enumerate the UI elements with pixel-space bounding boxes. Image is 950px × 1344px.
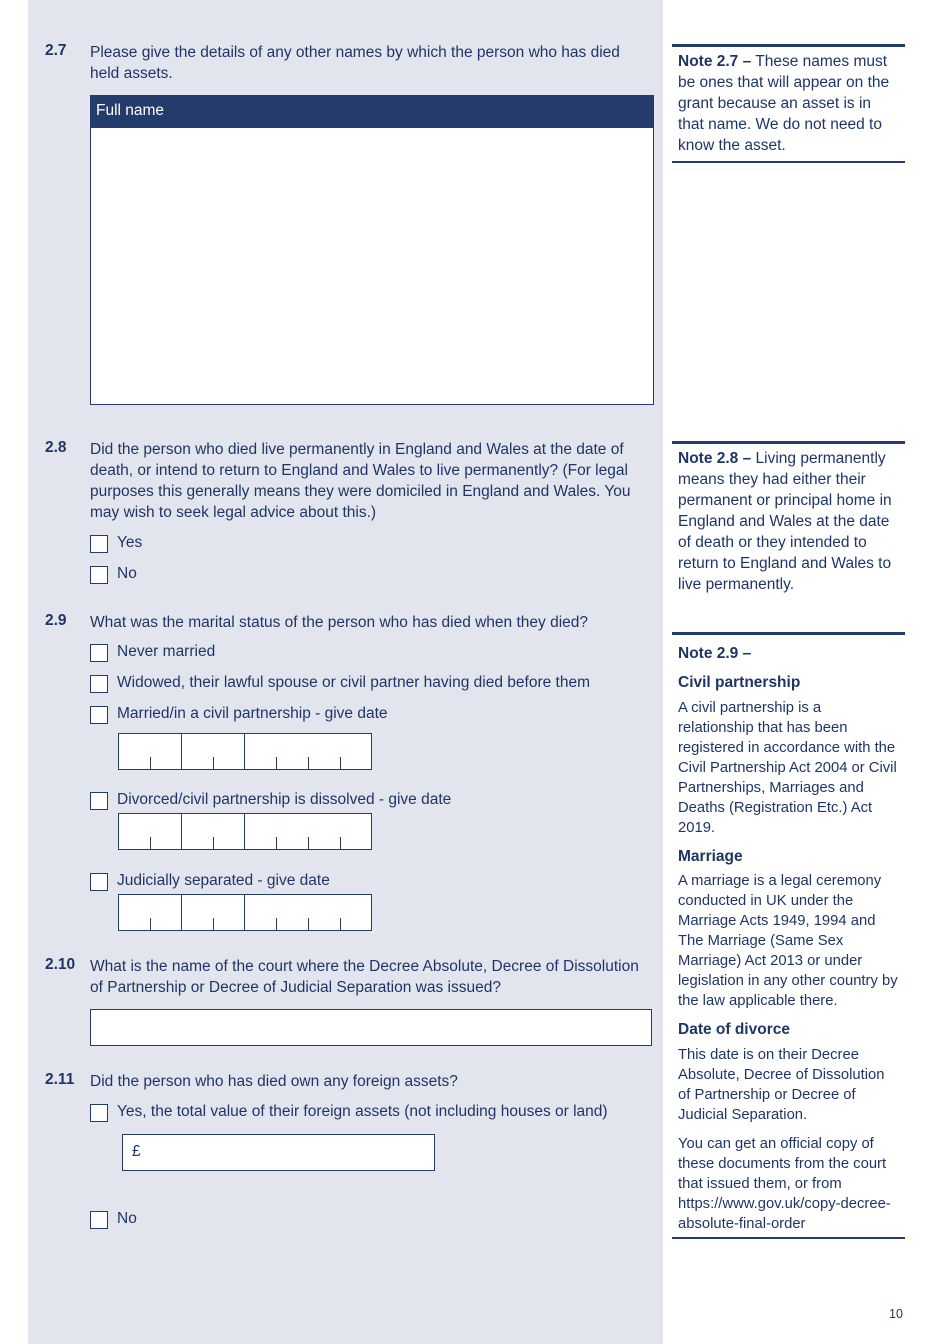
note-2-9-bottom-rule	[672, 1237, 905, 1239]
foreign-assets-no-checkbox[interactable]	[90, 1211, 108, 1229]
married-date-field[interactable]	[118, 733, 372, 770]
separated-label: Judicially separated - give date	[117, 872, 330, 889]
date-of-divorce-body: This date is on their Decree Absolute, Decree of Dissolution of Partnership or Decree of Judicial Separation.	[678, 1047, 885, 1123]
question-2-11-text: Did the person who has died own any foreign assets?	[90, 1073, 458, 1090]
never-married-label: Never married	[117, 643, 216, 660]
question-number-2-9: 2.9	[45, 612, 67, 629]
note-2-8-title: Note 2.8 –	[678, 450, 752, 467]
foreign-assets-yes-label: Yes, the total value of their foreign assets (not including houses or land)	[117, 1103, 608, 1120]
note-2-7-title: Note 2.7 –	[678, 53, 752, 70]
date-day	[119, 734, 182, 769]
yes-label: Yes	[117, 534, 143, 551]
question-number-2-7: 2.7	[45, 42, 67, 59]
date-year	[245, 895, 371, 930]
divorced-checkbox[interactable]	[90, 792, 108, 810]
date-year	[245, 814, 371, 849]
date-day	[119, 895, 182, 930]
official-copy-body: You can get an official copy of these documents from the court that issued them, or from https://www.gov.uk/copy-decree-absolute-final-order	[678, 1136, 891, 1232]
marriage-body: A marriage is a legal ceremony conducted in UK under the Marriage Acts 1949, 1994 and The Marriage (Same Sex Marriage) Act 2013 or under legislation in any other country by the law applicable there.	[678, 873, 898, 1009]
divorced-date-field[interactable]	[118, 813, 372, 850]
note-2-7-body: These names must be ones that will appear on the grant because an asset is in that name. We do not need to know the asset.	[678, 53, 890, 154]
date-month	[182, 895, 245, 930]
currency-symbol: £	[132, 1143, 141, 1160]
widowed-label: Widowed, their lawful spouse or civil partner having died before them	[117, 674, 590, 691]
question-number-2-8: 2.8	[45, 439, 67, 456]
date-month	[182, 814, 245, 849]
never-married-checkbox[interactable]	[90, 644, 108, 662]
question-number-2-11: 2.11	[45, 1071, 75, 1088]
court-name-field[interactable]	[90, 1009, 652, 1046]
date-year	[245, 734, 371, 769]
yes-checkbox[interactable]	[90, 535, 108, 553]
divorced-label: Divorced/civil partnership is dissolved - give date	[117, 791, 452, 808]
married-checkbox[interactable]	[90, 706, 108, 724]
date-day	[119, 814, 182, 849]
full-name-field[interactable]	[90, 127, 654, 405]
note-2-7	[672, 44, 905, 156]
question-2-8-text: Did the person who died live permanently in England and Wales at the date of death, or intend to return to England and Wales to live permanently? (For legal purposes this generally means they were domiciled in England and Wales. You may wish to seek legal advice about this.)	[90, 441, 631, 521]
full-name-header: Full name	[90, 95, 654, 127]
civil-partnership-heading: Civil partnership	[678, 674, 801, 691]
note-2-9	[672, 632, 905, 1234]
foreign-assets-no-label: No	[117, 1210, 137, 1227]
civil-partnership-body: A civil partnership is a relationship that has been registered in accordance with the Civil Partnership Act 2004 or Civil Partnerships, Marriages and Deaths (Registration Etc.) Act 2019.	[678, 700, 897, 836]
note-2-8-body: Living permanently means they had either their permanent or principal home in England and Wales at the date of death or they intended to return to England and Wales to live permanently.	[678, 450, 892, 593]
question-number-2-10: 2.10	[45, 956, 76, 973]
question-2-10-text: What is the name of the court where the Decree Absolute, Decree of Dissolution of Partnership or Decree of Judicial Separation was issued?	[90, 958, 639, 996]
note-2-9-title: Note 2.9 –	[678, 645, 752, 662]
note-2-8	[672, 441, 905, 595]
no-checkbox[interactable]	[90, 566, 108, 584]
married-label: Married/in a civil partnership - give date	[117, 705, 388, 722]
separated-checkbox[interactable]	[90, 873, 108, 891]
no-label: No	[117, 565, 137, 582]
foreign-assets-value-field[interactable]	[122, 1134, 435, 1171]
separated-date-field[interactable]	[118, 894, 372, 931]
note-2-7-bottom-rule	[672, 161, 905, 163]
widowed-checkbox[interactable]	[90, 675, 108, 693]
date-of-divorce-heading: Date of divorce	[678, 1021, 790, 1038]
marriage-heading: Marriage	[678, 848, 743, 865]
foreign-assets-yes-checkbox[interactable]	[90, 1104, 108, 1122]
question-2-7-text: Please give the details of any other names by which the person who has died held assets.	[90, 44, 620, 82]
full-name-table	[90, 95, 654, 405]
page-number: 10	[889, 1307, 903, 1321]
date-month	[182, 734, 245, 769]
question-2-9-text: What was the marital status of the person who has died when they died?	[90, 614, 589, 631]
